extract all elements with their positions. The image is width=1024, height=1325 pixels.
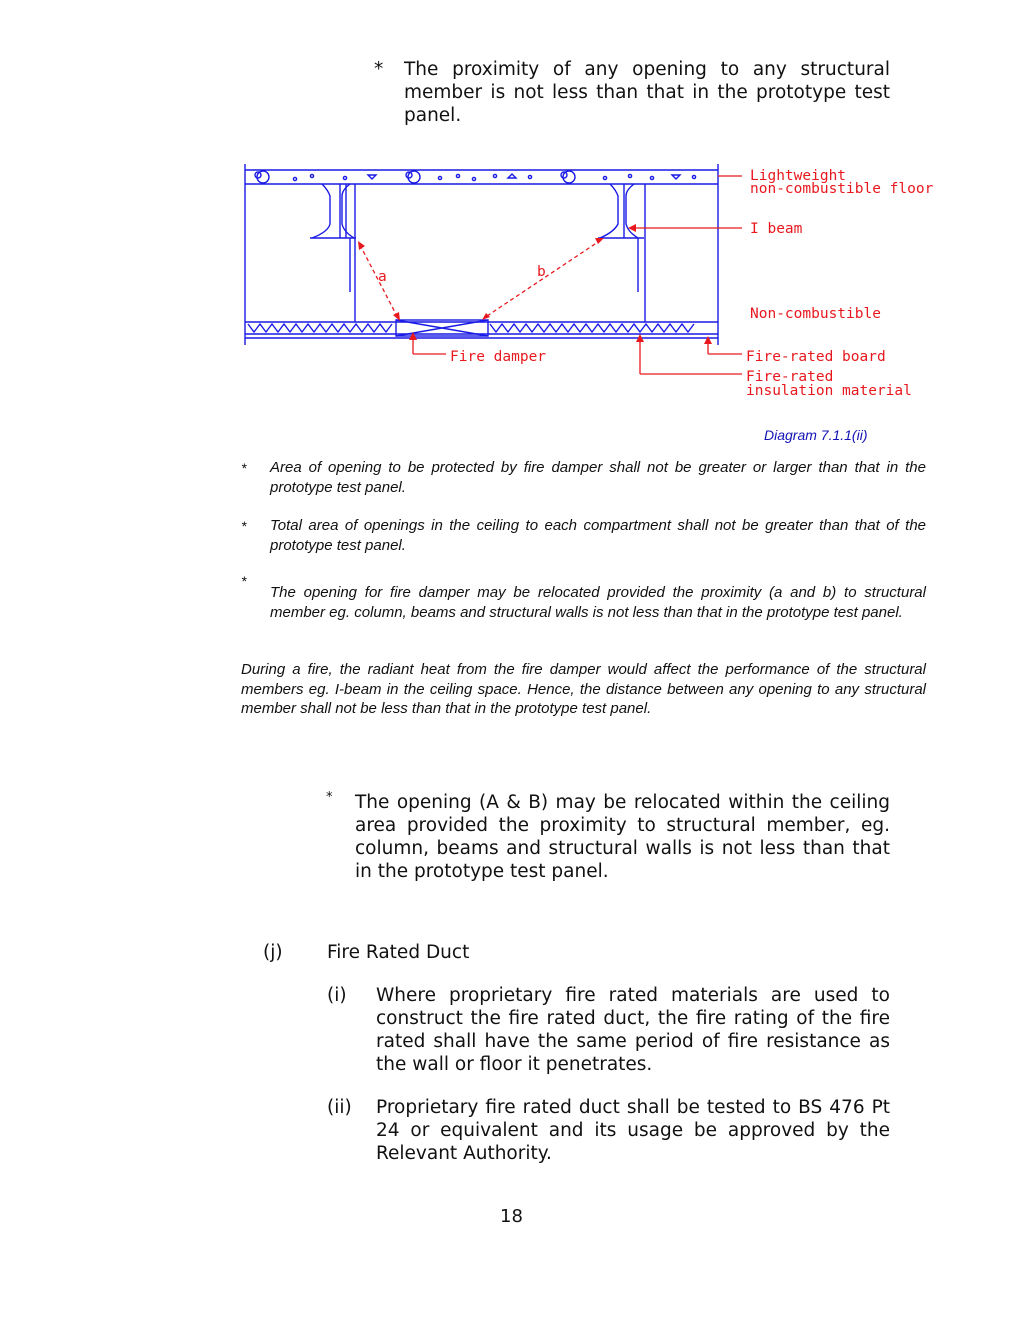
label-fire-rated: Fire-rated (746, 369, 834, 385)
italic-bullet-marker: * (241, 573, 247, 589)
label-noncombustible-floor: non-combustible floor (750, 181, 934, 197)
subitem-text: Where proprietary fire rated materials are used to construct the fire rated duct, the fire rating of the fire rated shall have the same period of fire resistance as the wall or floor it penetrates. (376, 985, 890, 1075)
italic-bullet-text: Total area of openings in the ceiling to each compartment shall not be greater than that of the prototype test panel. (270, 517, 926, 554)
label-a: a (378, 269, 387, 285)
label-b: b (537, 264, 546, 280)
label-lightweight: Lightweight (750, 168, 847, 184)
italic-paragraph: During a fire, the radiant heat from the fire damper would affect the performance of the structural members eg. I-beam in the ceiling space. Hence, the distance between any opening to any structural member shall not be less than that in the prototype test panel. (241, 661, 926, 718)
italic-bullet-text: Area of opening to be protected by fire damper shall not be greater or larger than that in the prototype test panel. (270, 459, 926, 496)
italic-bullet-marker: * (241, 460, 247, 476)
structure-lines (245, 164, 718, 345)
label-insulation-material: insulation material (746, 383, 912, 399)
subitem-label: (i) (327, 985, 347, 1006)
mid-bullet-text: The opening (A & B) may be relocated within the ceiling area provided the proximity to structural member, eg. column, beams and structural walls is not less than that in the prototype test panel. (355, 792, 890, 882)
label-fire-rated-board: Fire-rated board (746, 349, 886, 365)
top-bullet-text: The proximity of any opening to any structural member is not less than that in the prototype test panel. (404, 59, 890, 126)
label-noncombustible: Non-combustible (750, 306, 881, 322)
annotation-lines (360, 176, 742, 374)
subitem-label: (ii) (327, 1097, 352, 1118)
mid-bullet-marker: * (326, 790, 333, 805)
italic-bullet-text: The opening for fire damper may be relocated provided the proximity (a and b) to structural member eg. column, beams and structural walls is not less than that in the prototype test panel. (270, 584, 926, 621)
section-title: Fire Rated Duct (327, 942, 470, 963)
label-fire-damper: Fire damper (450, 349, 547, 365)
top-bullet-marker: * (374, 59, 384, 80)
diagram-caption: Diagram 7.1.1(ii) (764, 427, 868, 443)
page-number: 18 (500, 1206, 523, 1227)
fire-damper-diagram (238, 155, 938, 415)
subitem-text: Proprietary fire rated duct shall be tested to BS 476 Pt 24 or equivalent and its usage be approved by the Relevant Authority. (376, 1097, 890, 1164)
label-ibeam: I beam (750, 221, 803, 237)
section-label: (j) (263, 942, 283, 963)
italic-bullet-marker: * (241, 518, 247, 534)
